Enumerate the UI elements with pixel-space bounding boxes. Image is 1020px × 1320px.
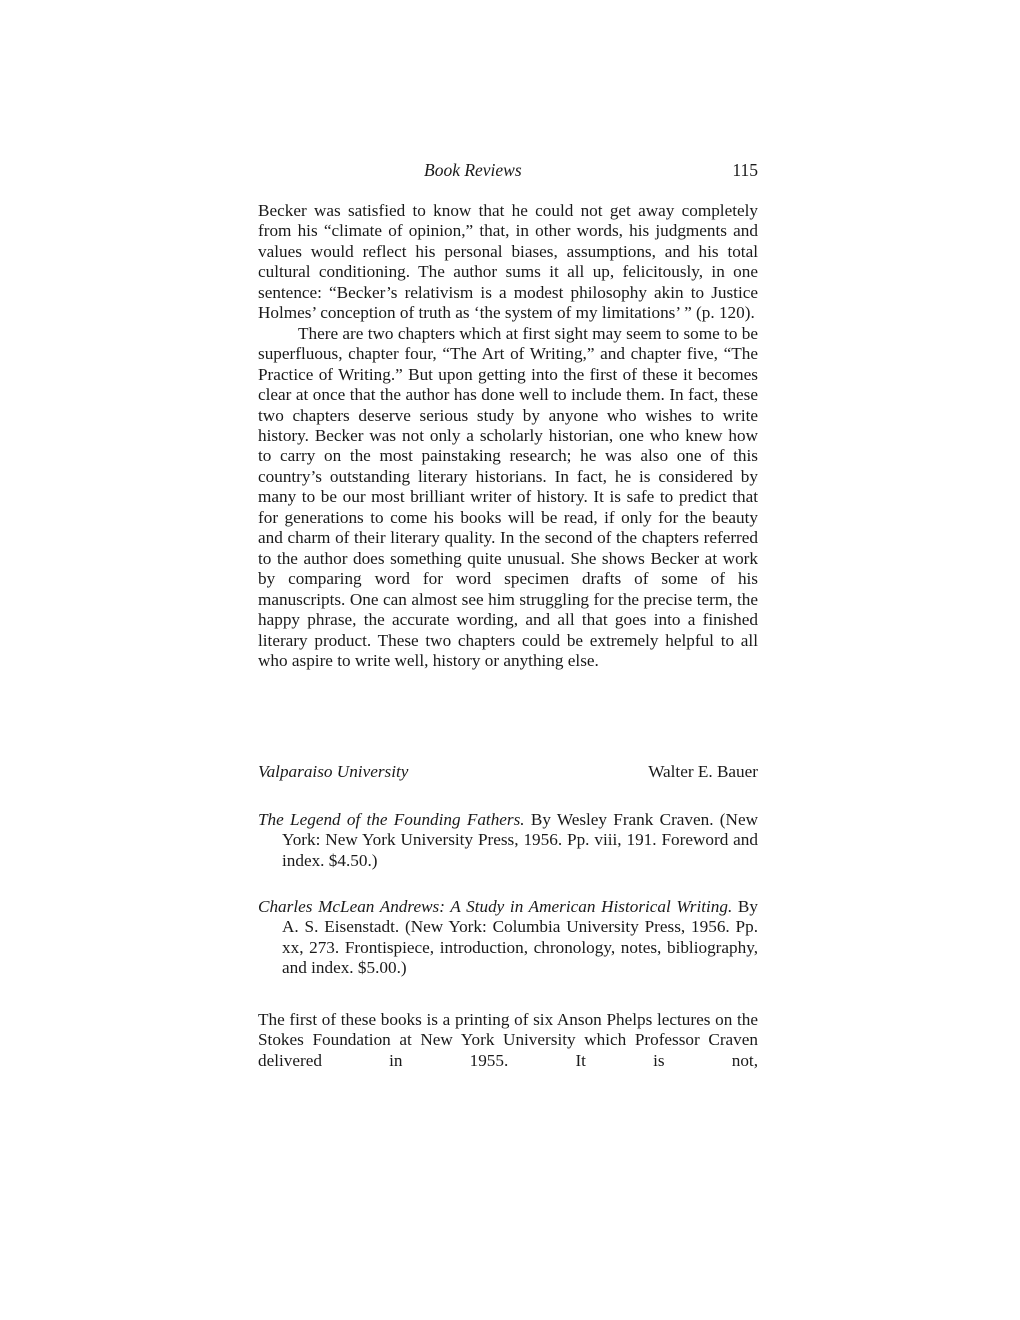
running-header xyxy=(258,160,758,184)
reviewer-name: Walter E. Bauer xyxy=(648,762,758,781)
paragraph: There are two chapters which at first sight may seem to some to be superfluous, chapter four, “The Art of Writing,” and chapter five, “The Practice of Writing.” But upon getting into the first of these it becomes clear at once that the author has done well to include them. In fact, these two chapters deserve serious study by anyone who wishes to write history. Becker was not only a scholarly historian, one who knew how to carry on the most painstaking research; he was also one of this country’s outstanding literary historians. In fact, he is considered by many to be our most brilliant writer of history. It is safe to predict that for generations to come his books will be read, if only for the beauty and charm of their literary quality. In the second of the chapters referred to the author does something quite unusual. She shows Becker at work by comparing word for word specimen drafts of some of his manuscripts. One can almost see him struggling for the precise term, the happy phrase, the accurate wording, and all that goes into a finished literary product. These two chapters could be extremely helpful to all who aspire to write well, history or anything else. xyxy=(258,323,758,670)
citation-details: By A. S. Eisenstadt. (New York: Columbia University Press, 1956. Pp. xx, 273. Frontispiece, introduction, chronology, notes, bibliography, and index. $5.00.) xyxy=(282,897,758,978)
citation-details: By Wesley Frank Craven. (New York: New York University Press, 1956. Pp. viii, 191. Foreword and index. $4.50.) xyxy=(282,810,758,870)
paragraph: The first of these books is a printing of six Anson Phelps lectures on the Stokes Foundation at New York University which Professor Craven delivered in 1955. It is not, xyxy=(258,1010,758,1070)
review-body xyxy=(258,1010,758,1071)
page-number: 115 xyxy=(732,160,758,180)
review-signature xyxy=(258,762,758,784)
book-citation xyxy=(258,810,758,871)
book-title: Charles McLean Andrews: A Study in American Historical Writing. xyxy=(258,897,733,916)
paragraph: Becker was satisfied to know that he could not get away completely from his “climate of opinion,” that, in other words, his judgments and values would reflect his personal biases, assumptions, and his total cultural conditioning. The author sums it all up, felicitously, in one sentence: “Becker’s relativism is a modest philosophy akin to Justice Holmes’ conception of truth as ‘the system of my limitations’ ” (p. 120). xyxy=(258,201,758,323)
book-title: The Legend of the Founding Fathers. xyxy=(258,810,525,829)
reviewer-institution: Valparaiso University xyxy=(258,762,409,781)
citation-text xyxy=(258,897,758,979)
section-title: Book Reviews xyxy=(424,160,522,180)
citation-text xyxy=(258,810,758,871)
review-body xyxy=(258,201,758,671)
book-citation xyxy=(258,897,758,979)
